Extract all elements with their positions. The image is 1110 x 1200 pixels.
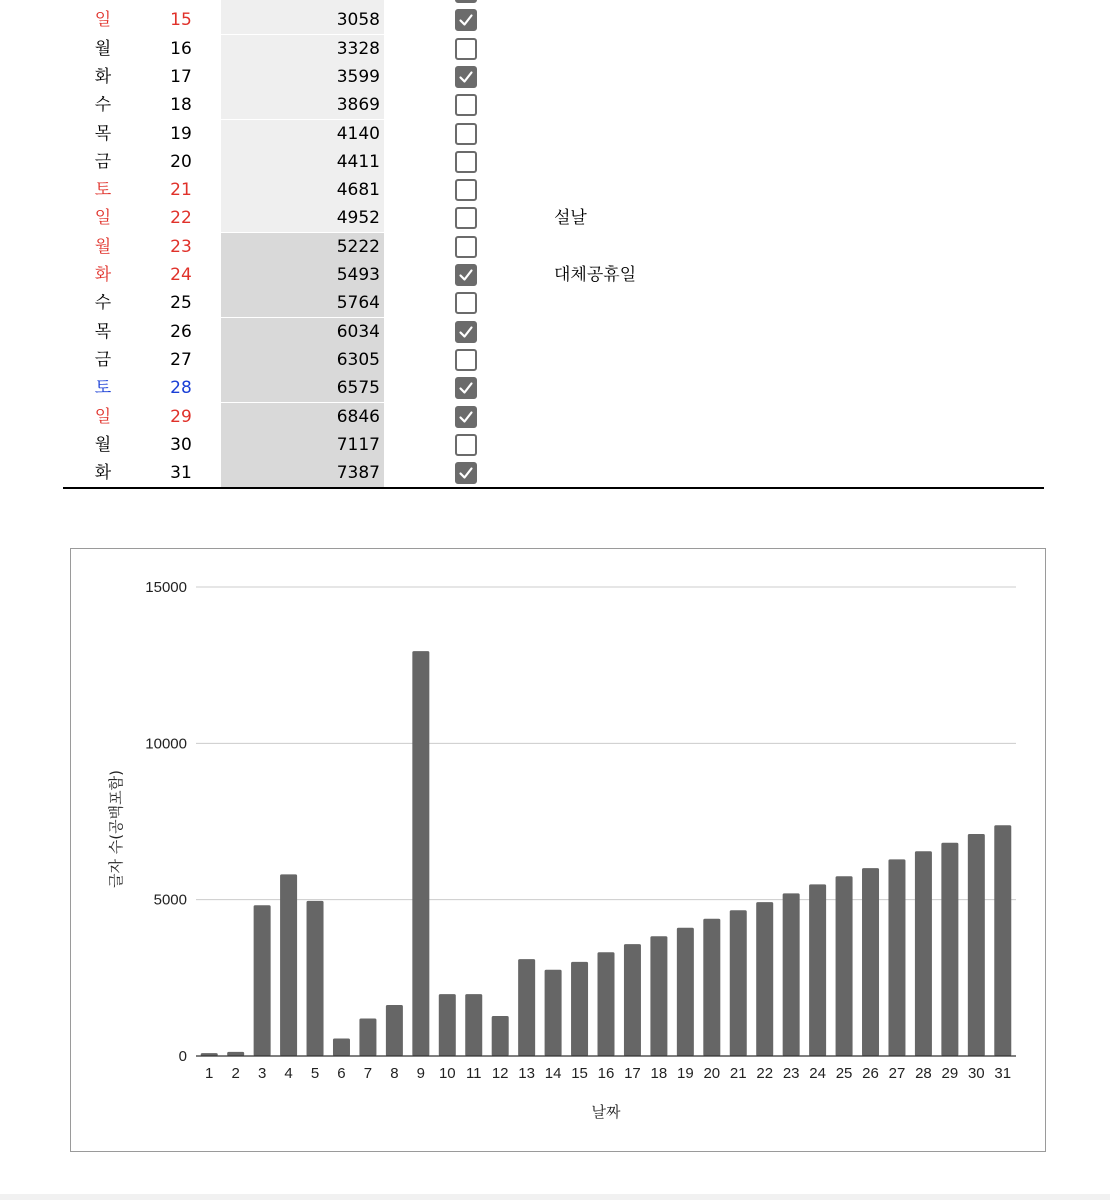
checkmark-icon bbox=[457, 0, 475, 1]
x-tick-label: 26 bbox=[862, 1065, 879, 1082]
chart-bar bbox=[703, 919, 720, 1056]
weekday-cell: 일 bbox=[94, 406, 112, 427]
x-tick-label: 1 bbox=[205, 1065, 214, 1082]
done-checkbox[interactable] bbox=[455, 236, 477, 258]
date-cell bbox=[160, 0, 202, 6]
done-checkbox[interactable] bbox=[455, 151, 477, 173]
table-bottom-border bbox=[63, 487, 1044, 489]
x-tick-label: 2 bbox=[231, 1065, 240, 1082]
chart-x-ticks bbox=[205, 1065, 1011, 1082]
note-cell bbox=[554, 431, 854, 459]
checkmark-icon bbox=[457, 379, 475, 397]
date-cell: 24 bbox=[170, 265, 192, 285]
note-cell bbox=[554, 459, 854, 487]
char-count-cell: 5222 bbox=[221, 233, 384, 261]
note-cell: 설날 bbox=[554, 208, 587, 229]
x-tick-label: 31 bbox=[994, 1065, 1012, 1082]
x-tick-label: 20 bbox=[703, 1065, 721, 1082]
done-checkbox-checked[interactable] bbox=[455, 462, 477, 484]
char-count-cell: 6034 bbox=[221, 318, 384, 346]
char-count-cell: 7117 bbox=[221, 431, 384, 459]
chart-bar bbox=[730, 910, 747, 1056]
char-count-cell: 6846 bbox=[221, 403, 384, 431]
char-count-cell: 4952 bbox=[221, 204, 384, 232]
x-tick-label: 8 bbox=[390, 1065, 399, 1082]
chart-bar bbox=[677, 928, 694, 1056]
note-cell bbox=[554, 120, 854, 148]
weekday-cell: 화 bbox=[94, 265, 112, 285]
date-cell: 26 bbox=[170, 321, 192, 342]
chart-bars bbox=[201, 651, 1012, 1056]
date-cell: 21 bbox=[170, 180, 192, 201]
weekday-cell: 일 bbox=[94, 208, 112, 229]
weekday-cell: 화 bbox=[94, 463, 112, 484]
table-row bbox=[0, 289, 1110, 317]
date-cell: 19 bbox=[170, 123, 192, 144]
chart-bar bbox=[386, 1005, 403, 1056]
x-tick-label: 6 bbox=[337, 1065, 346, 1082]
x-tick-label: 30 bbox=[967, 1065, 985, 1082]
done-checkbox-checked[interactable] bbox=[455, 377, 477, 399]
date-cell: 22 bbox=[170, 208, 192, 229]
table-row bbox=[0, 204, 1110, 232]
note-cell bbox=[554, 0, 854, 6]
note-cell bbox=[554, 318, 854, 346]
table-row bbox=[0, 459, 1110, 487]
chart-bar bbox=[307, 901, 324, 1056]
chart-bar bbox=[836, 876, 853, 1056]
done-checkbox[interactable] bbox=[455, 123, 477, 145]
checkmark-icon bbox=[457, 68, 475, 86]
date-cell: 17 bbox=[170, 66, 192, 87]
chart-bar bbox=[888, 859, 905, 1056]
chart-y-ticks bbox=[145, 579, 187, 1065]
char-count-cell: 6575 bbox=[221, 374, 384, 402]
chart-bar bbox=[492, 1016, 509, 1056]
weekday-cell: 월 bbox=[94, 434, 112, 455]
table-row bbox=[0, 35, 1110, 63]
x-tick-label: 14 bbox=[544, 1065, 562, 1082]
x-tick-label: 28 bbox=[915, 1065, 932, 1082]
table-row bbox=[0, 233, 1110, 261]
character-count-chart bbox=[70, 548, 1046, 1152]
chart-bar bbox=[756, 902, 773, 1056]
x-tick-label: 16 bbox=[597, 1065, 615, 1082]
date-cell: 23 bbox=[170, 236, 192, 257]
char-count-cell: 3869 bbox=[221, 91, 384, 119]
checkmark-icon bbox=[457, 464, 475, 482]
weekday-cell: 목 bbox=[94, 321, 112, 342]
chart-gridlines bbox=[196, 587, 1016, 900]
chart-bar bbox=[915, 851, 932, 1056]
chart-bar bbox=[994, 825, 1011, 1056]
x-tick-label: 11 bbox=[465, 1065, 482, 1082]
chart-canvas bbox=[71, 549, 1045, 1151]
x-tick-label: 19 bbox=[677, 1065, 694, 1082]
x-tick-label: 4 bbox=[284, 1065, 293, 1082]
note-cell bbox=[554, 6, 854, 34]
done-checkbox[interactable] bbox=[455, 38, 477, 60]
date-cell: 29 bbox=[170, 406, 192, 427]
chart-bar bbox=[941, 843, 958, 1056]
chart-bar bbox=[624, 944, 641, 1056]
chart-bar bbox=[359, 1018, 376, 1056]
note-cell: 대체공휴일 bbox=[554, 265, 637, 285]
weekday-cell: 수 bbox=[94, 95, 112, 116]
date-cell: 16 bbox=[170, 38, 192, 59]
chart-bar bbox=[571, 962, 588, 1056]
x-tick-label: 10 bbox=[438, 1065, 456, 1082]
char-count-cell: 6305 bbox=[221, 346, 384, 374]
table-row bbox=[0, 346, 1110, 374]
done-checkbox-checked[interactable] bbox=[455, 66, 477, 88]
x-tick-label: 15 bbox=[571, 1065, 588, 1082]
table-row bbox=[0, 6, 1110, 34]
char-count-cell: 7387 bbox=[221, 459, 384, 487]
y-tick-label: 10000 bbox=[145, 735, 187, 753]
table-row bbox=[0, 403, 1110, 431]
weekday-cell: 금 bbox=[94, 349, 112, 370]
chart-bar bbox=[333, 1038, 350, 1056]
table-row bbox=[0, 148, 1110, 176]
chart-bar bbox=[254, 905, 271, 1056]
done-checkbox[interactable] bbox=[455, 434, 477, 456]
char-count-cell: 4681 bbox=[221, 176, 384, 204]
chart-x-axis-label: 날짜 bbox=[591, 1103, 621, 1121]
done-checkbox[interactable] bbox=[455, 179, 477, 201]
done-checkbox-checked[interactable] bbox=[455, 9, 477, 31]
note-cell bbox=[554, 176, 854, 204]
chart-bar bbox=[439, 994, 456, 1056]
done-checkbox-checked[interactable] bbox=[455, 406, 477, 428]
weekday-cell: 화 bbox=[94, 66, 112, 87]
done-checkbox-checked[interactable] bbox=[455, 0, 477, 3]
x-tick-label: 5 bbox=[310, 1065, 320, 1082]
chart-bar bbox=[412, 651, 429, 1056]
weekday-cell: 월 bbox=[94, 38, 112, 59]
x-tick-label: 25 bbox=[835, 1065, 853, 1082]
table-row bbox=[0, 374, 1110, 402]
char-count-cell: 3058 bbox=[221, 6, 384, 34]
date-cell: 27 bbox=[170, 349, 192, 370]
table-row bbox=[0, 318, 1110, 346]
weekday-cell: 수 bbox=[94, 293, 112, 314]
note-cell bbox=[554, 346, 854, 374]
x-tick-label: 3 bbox=[257, 1065, 267, 1082]
done-checkbox-checked[interactable] bbox=[455, 264, 477, 286]
x-tick-label: 21 bbox=[729, 1065, 747, 1082]
chart-bar bbox=[598, 952, 615, 1056]
date-cell: 31 bbox=[170, 463, 192, 484]
char-count-cell bbox=[221, 0, 384, 6]
x-tick-label: 13 bbox=[518, 1065, 535, 1082]
char-count-cell: 3599 bbox=[221, 63, 384, 91]
checkmark-icon bbox=[457, 323, 475, 341]
char-count-cell: 3328 bbox=[221, 35, 384, 63]
chart-bar bbox=[545, 970, 562, 1056]
y-tick-label: 5000 bbox=[153, 891, 187, 909]
x-tick-label: 27 bbox=[888, 1065, 906, 1082]
table-row bbox=[0, 91, 1110, 119]
chart-bar bbox=[650, 936, 667, 1056]
table-row bbox=[0, 120, 1110, 148]
checkmark-icon bbox=[457, 11, 475, 29]
note-cell bbox=[554, 148, 854, 176]
checkmark-icon bbox=[457, 266, 475, 284]
date-cell: 18 bbox=[170, 95, 192, 116]
x-tick-label: 7 bbox=[363, 1065, 373, 1082]
x-tick-label: 23 bbox=[782, 1065, 800, 1082]
chart-bar bbox=[968, 834, 985, 1056]
table-row bbox=[0, 63, 1110, 91]
done-checkbox[interactable] bbox=[455, 94, 477, 116]
x-tick-label: 12 bbox=[491, 1065, 509, 1082]
note-cell bbox=[554, 374, 854, 402]
char-count-cell: 4411 bbox=[221, 148, 384, 176]
date-cell: 20 bbox=[170, 151, 192, 172]
x-tick-label: 9 bbox=[416, 1065, 426, 1082]
note-cell bbox=[554, 35, 854, 63]
chart-bar bbox=[862, 868, 879, 1056]
char-count-cell: 5493 bbox=[221, 261, 384, 289]
weekday-cell: 월 bbox=[94, 236, 112, 257]
table-row bbox=[0, 261, 1110, 289]
char-count-cell: 5764 bbox=[221, 289, 384, 317]
done-checkbox[interactable] bbox=[455, 292, 477, 314]
note-cell bbox=[554, 233, 854, 261]
note-cell bbox=[554, 63, 854, 91]
chart-bar bbox=[783, 893, 800, 1056]
x-tick-label: 22 bbox=[756, 1065, 774, 1082]
chart-bar bbox=[518, 959, 535, 1056]
table-row bbox=[0, 176, 1110, 204]
x-tick-label: 18 bbox=[650, 1065, 668, 1082]
weekday-cell: 토 bbox=[94, 378, 112, 399]
checkmark-icon bbox=[457, 408, 475, 426]
note-cell bbox=[554, 91, 854, 119]
weekday-cell: 목 bbox=[94, 123, 112, 144]
table-row bbox=[0, 0, 1110, 6]
chart-y-axis-label: 글자 수(공백포함) bbox=[107, 770, 125, 888]
x-tick-label: 17 bbox=[624, 1065, 641, 1082]
char-count-cell: 4140 bbox=[221, 120, 384, 148]
chart-bar bbox=[227, 1052, 244, 1056]
note-cell bbox=[554, 403, 854, 431]
chart-bar bbox=[465, 994, 482, 1056]
daily-log-table bbox=[0, 0, 1110, 490]
chart-bar bbox=[280, 874, 297, 1056]
chart-bar bbox=[809, 884, 826, 1056]
page-footer-strip bbox=[0, 1194, 1110, 1200]
x-tick-label: 29 bbox=[941, 1065, 959, 1082]
done-checkbox-checked[interactable] bbox=[455, 321, 477, 343]
date-cell: 15 bbox=[170, 10, 192, 31]
weekday-cell: 토 bbox=[94, 180, 112, 201]
weekday-cell: 일 bbox=[94, 10, 112, 31]
weekday-cell: 금 bbox=[94, 151, 112, 172]
date-cell: 25 bbox=[170, 293, 192, 314]
x-tick-label: 24 bbox=[809, 1065, 826, 1082]
y-tick-label: 15000 bbox=[145, 579, 187, 596]
y-tick-label: 0 bbox=[178, 1048, 187, 1065]
done-checkbox[interactable] bbox=[455, 207, 477, 229]
date-cell: 30 bbox=[170, 434, 192, 455]
date-cell: 28 bbox=[170, 378, 192, 399]
weekday-cell bbox=[85, 0, 121, 6]
done-checkbox[interactable] bbox=[455, 349, 477, 371]
note-cell bbox=[554, 289, 854, 317]
table-row bbox=[0, 431, 1110, 459]
